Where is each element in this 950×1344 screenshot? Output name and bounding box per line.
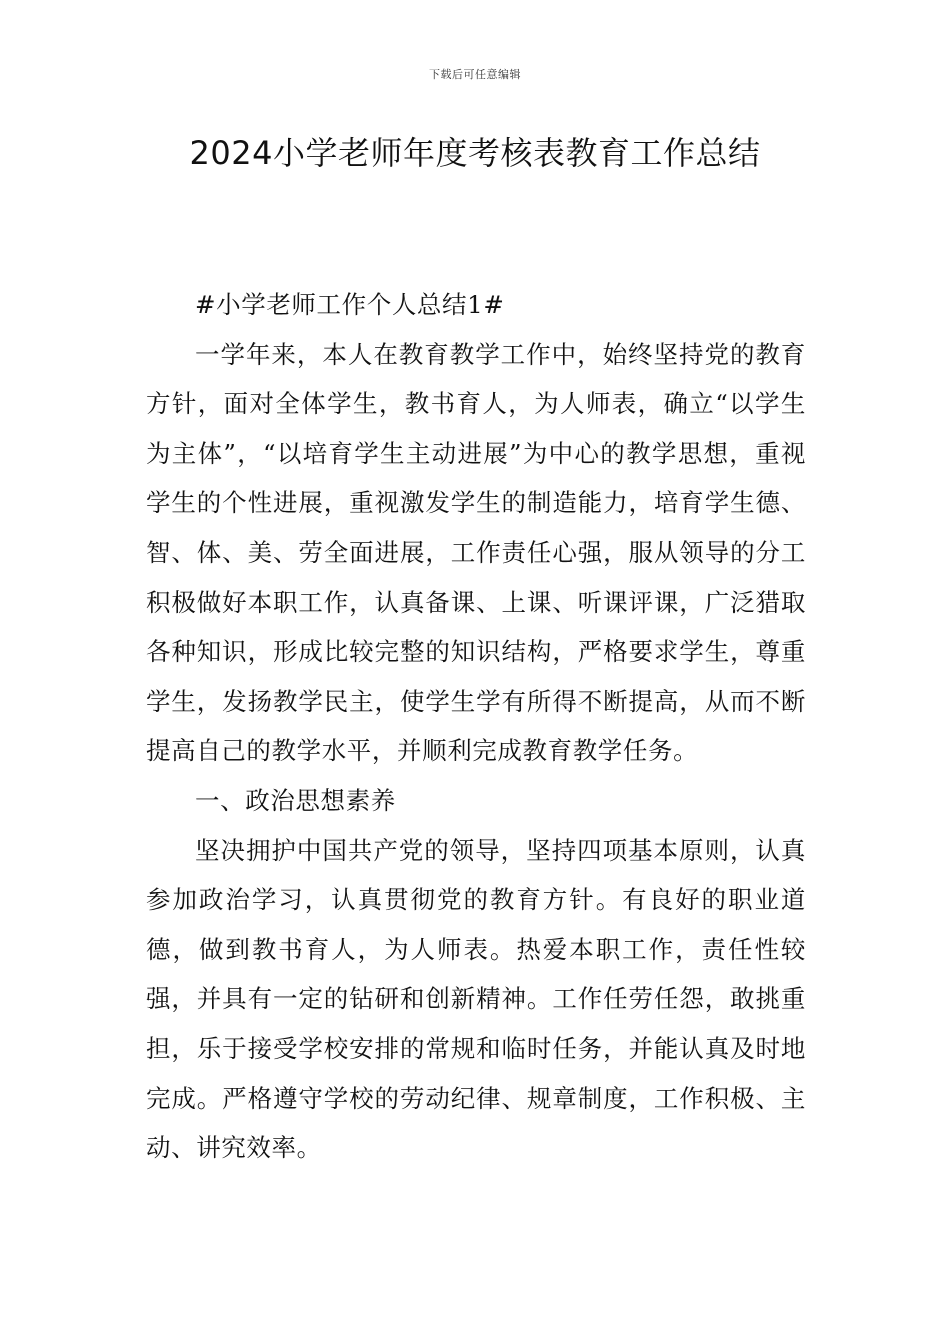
page-title: 2024小学老师年度考核表教育工作总结 bbox=[189, 134, 761, 172]
section-heading: 一、政治思想素养 bbox=[195, 785, 396, 815]
section-marker: #小学老师工作个人总结1# bbox=[195, 290, 505, 319]
document-body bbox=[146, 280, 806, 1173]
paragraph-intro: 一学年来，本人在教育教学工作中，始终坚持党的教育方针，面对全体学生，教书育人，为人师表，确立“以学生为主体”，“以培育学生主动进展”为中心的教学思想，重视学生的个性进展，重视激发学生的制造能力，培育学生德、智、体、美、劳全面进展，工作责任心强，服从领导的分工积极做好本职工作，认真备课、上课、听课评课，广泛猎取各种知识，形成比较完整的知识结构，严格要求学生，尊重学生，发扬教学民主，使学生学有所得不断提高，从而不断提高自己的教学水平，并顺利完成教育教学任务。 bbox=[146, 339, 806, 766]
header-note: 下载后可任意编辑 bbox=[429, 68, 521, 81]
paragraph-political: 坚决拥护中国共产党的领导，坚持四项基本原则，认真参加政治学习，认真贯彻党的教育方针。有良好的职业道德，做到教书育人，为人师表。热爱本职工作，责任性较强，并具有一定的钻研和创新精神。工作任劳任怨，敢挑重担，乐于接受学校安排的常规和临时任务，并能认真及时地完成。严格遵守学校的劳动纪律、规章制度，工作积极、主动、讲究效率。 bbox=[146, 835, 806, 1163]
